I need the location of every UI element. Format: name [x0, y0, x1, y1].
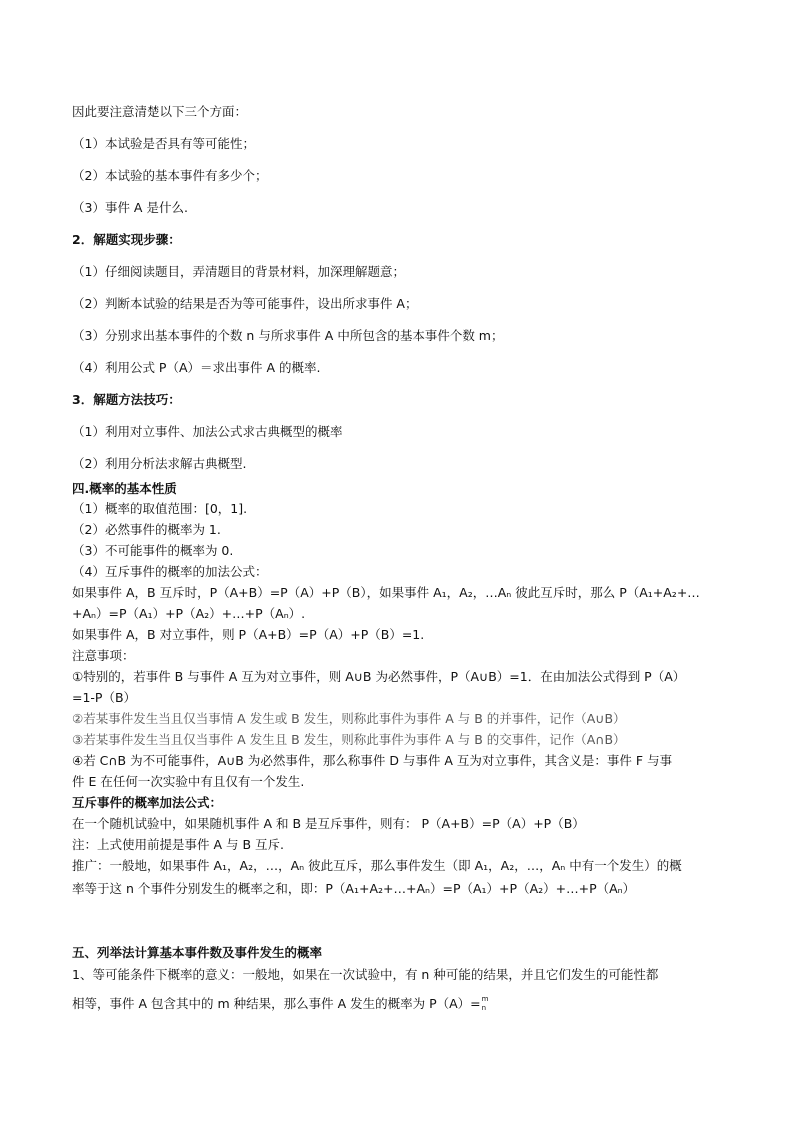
list-item: （2）本试验的基本事件有多少个； — [72, 168, 268, 183]
text-line: 件 E 在任何一次实验中有且仅有一个发生. — [72, 774, 305, 789]
text-line: ②若某事件发生当且仅当事情 A 发生或 B 发生，则称此事件为事件 A 与 B 的并事件，记作（A∪B） — [72, 711, 626, 726]
fraction-numerator: m — [481, 995, 489, 1003]
text-line: 注：上式使用前提是事件 A 与 B 互斥. — [72, 837, 284, 852]
text-line: 如果事件 A，B 互斥时，P（A+B）=P（A）+P（B），如果事件 A₁，A₂，…Aₙ 彼此互斥时，那么 P（A₁+A₂+… — [72, 585, 700, 600]
fraction-denominator: n — [481, 1004, 487, 1012]
text-line: 推广：一般地，如果事件 A₁，A₂，…，Aₙ 彼此互斥，那么事件发生（即 A₁，A₂，…，Aₙ 中有一个发生）的概 — [72, 858, 682, 873]
text-line: 在一个随机试验中，如果随机事件 A 和 B 是互斥事件，则有： P（A+B）=P（A）+P（B） — [72, 816, 585, 831]
text-line: 1、等可能条件下概率的意义：一般地，如果在一次试验中，有 n 种可能的结果，并且它们发生的可能性都 — [72, 967, 659, 982]
list-item: （1）利用对立事件、加法公式求古典概型的概率 — [72, 424, 343, 439]
text-line: ④若 C∩B 为不可能事件，A∪B 为必然事件，那么称事件 D 与事件 A 互为对立事件，其含义是：事件 F 与事 — [72, 753, 673, 768]
list-item: （1）本试验是否具有等可能性； — [72, 136, 255, 151]
section-heading: 四.概率的基本性质 — [72, 481, 177, 496]
list-item: （3）事件 A 是什么. — [72, 200, 188, 215]
text-line: ③若某事件发生当且仅当事件 A 发生且 B 发生，则称此事件为事件 A 与 B 的交事件，记作（A∩B） — [72, 732, 626, 747]
text-line: （1）概率的取值范围：[0，1]. — [72, 501, 248, 516]
text-line: 注意事项： — [72, 648, 135, 663]
text-line — [72, 996, 491, 1012]
subheading: 互斥事件的概率加法公式： — [72, 795, 223, 810]
section-heading: 3．解题方法技巧： — [72, 392, 181, 407]
section-heading: 2．解题实现步骤： — [72, 232, 181, 247]
list-item: （3）分别求出基本事件的个数 n 与所求事件 A 中所包含的基本事件个数 m； — [72, 328, 504, 343]
list-item: （2）判断本试验的结果是否为等可能事件，设出所求事件 A； — [72, 296, 418, 311]
text-line: ①特别的，若事件 B 与事件 A 互为对立事件，则 A∪B 为必然事件，P（A∪B）=1．在由加法公式得到 P（A） — [72, 669, 686, 684]
list-item: （4）利用公式 P（A）＝求出事件 A 的概率. — [72, 360, 321, 375]
text-line: （3）不可能事件的概率为 0. — [72, 543, 234, 558]
fraction — [481, 996, 491, 1012]
text-line-body: 相等，事件 A 包含其中的 m 种结果，那么事件 A 发生的概率为 P（A）= — [72, 996, 481, 1011]
text-line: （2）必然事件的概率为 1. — [72, 522, 221, 537]
intro-text: 因此要注意清楚以下三个方面： — [72, 104, 248, 119]
text-line: （4）互斥事件的概率的加法公式： — [72, 564, 268, 579]
text-line: 如果事件 A，B 对立事件，则 P（A+B）=P（A）+P（B）=1. — [72, 627, 425, 642]
text-line: =1-P（B） — [72, 690, 137, 705]
text-line: +Aₙ）=P（A₁）+P（A₂）+…+P（Aₙ）. — [72, 606, 306, 621]
list-item: （2）利用分析法求解古典概型. — [72, 456, 247, 471]
list-item: （1）仔细阅读题目，弄清题目的背景材料，加深理解题意； — [72, 264, 405, 279]
text-line: 率等于这 n 个事件分别发生的概率之和，即：P（A₁+A₂+…+Aₙ）=P（A₁）+P（A₂）+…+P（Aₙ） — [72, 881, 636, 896]
section-heading: 五、列举法计算基本事件数及事件发生的概率 — [72, 945, 323, 960]
